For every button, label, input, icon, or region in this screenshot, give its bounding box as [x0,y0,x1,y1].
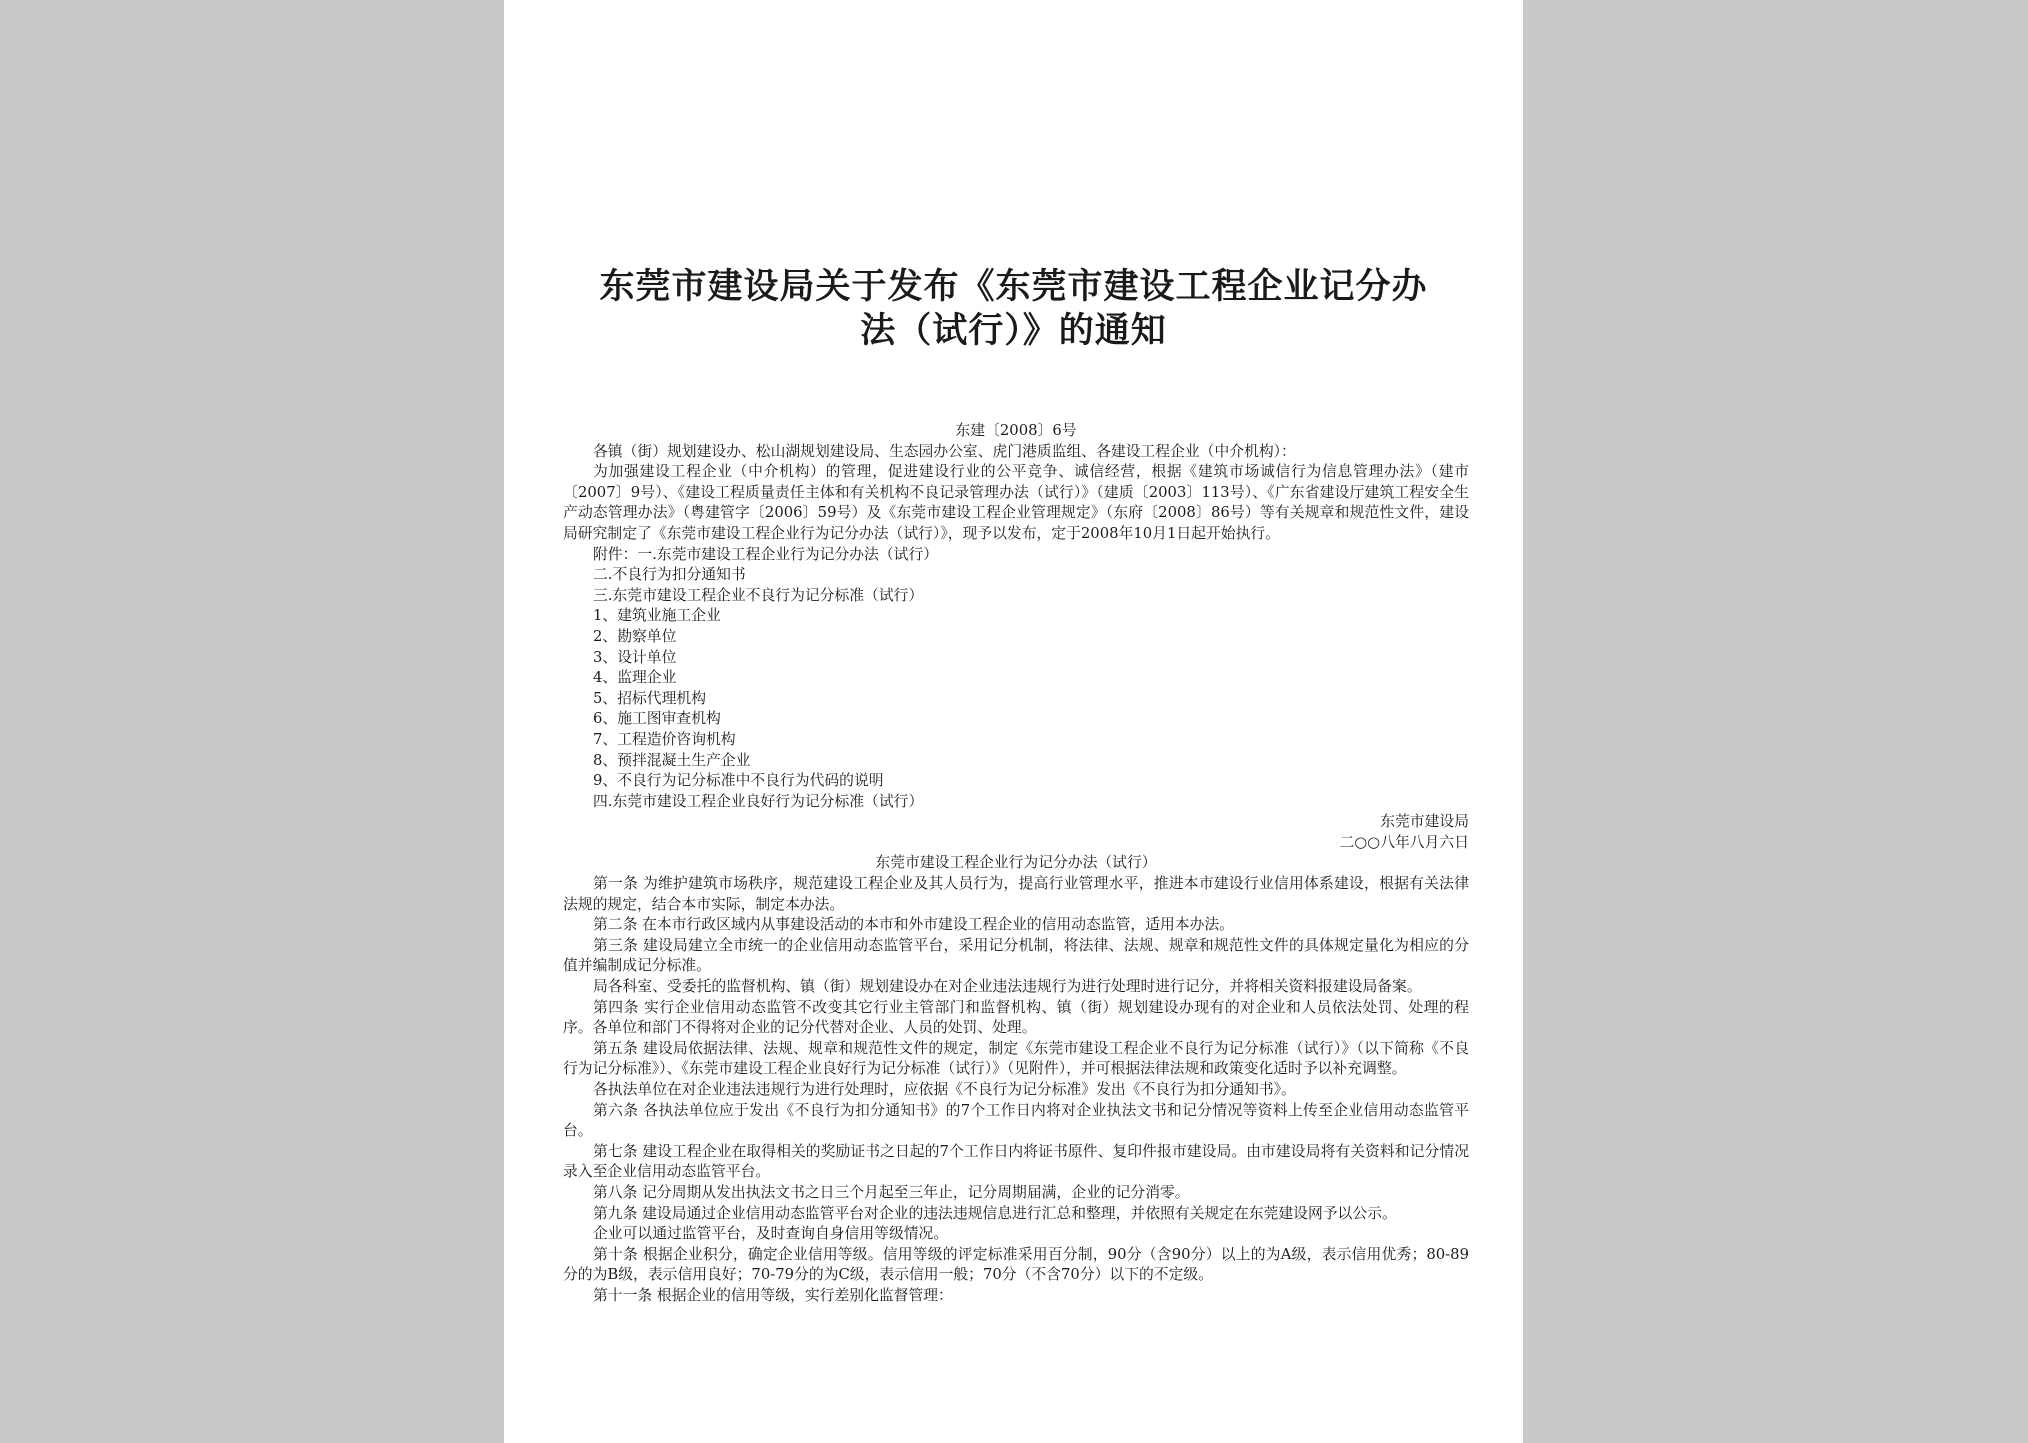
article-paragraph: 企业可以通过监管平台，及时查询自身信用等级情况。 [593,1225,949,1243]
article-paragraph: 第九条 建设局通过企业信用动态监管平台对企业的违法违规信息进行汇总和整理，并依照有关规定在东莞建设网予以公示。 [593,1204,1397,1222]
intro-paragraph: 为加强建设工程企业（中介机构）的管理，促进建设行业的公平竞争、诚信经营，根据《建筑市场诚信行为信息管理办法》（建市〔2007〕9号）、《建设工程质量责任主体和有关机构不良记录管理办法（试行）》（建质〔2003〕113号）、《广东省建设厅建筑工程安全生产动态管理办法》（粤建管字〔2006〕59号）及《东莞市建设工程企业管理规定》（东府〔2008〕86号）等有关规章和规范性文件，建设局研究制定了《东莞市建设工程企业行为记分办法（试行）》，现予以发布，定于2008年10月1日起开始执行。 [563,463,1469,542]
document-page [504,0,1523,1443]
article-paragraph: 各执法单位在对企业违法违规行为进行处理时，应依据《不良行为记分标准》发出《不良行为扣分通知书》。 [593,1081,1296,1098]
attachment-item: 2、勘察单位 [593,627,677,645]
document-body [563,421,1469,1307]
article-paragraph: 第五条 建设局依据法律、法规、规章和规范性文件的规定，制定《东莞市建设工程企业不良行为记分标准（试行）》（以下简称《不良行为记分标准》）、《东莞市建设工程企业良好行为记分标准（试行）》（见附件），并可根据法律法规和政策变化适时予以补充调整。 [563,1039,1469,1078]
article-paragraph: 第二条 在本市行政区域内从事建设活动的本市和外市建设工程企业的信用动态监管，适用本办法。 [593,916,1234,934]
article-paragraph: 第六条 各执法单位应于发出《不良行为扣分通知书》的7个工作日内将对企业执法文书和记分情况等资料上传至企业信用动态监管平台。 [563,1101,1469,1140]
attachment-item: 8、预拌混凝土生产企业 [593,751,751,769]
section-title: 东莞市建设工程企业行为记分办法（试行） [875,854,1157,872]
attachment-item: 四.东莞市建设工程企业良好行为记分标准（试行） [593,792,924,810]
attachment-item: 3、设计单位 [593,648,677,666]
attachment-item: 7、工程造价咨询机构 [593,730,736,748]
document-number: 东建〔2008〕6号 [955,422,1077,439]
article-paragraph: 第八条 记分周期从发出执法文书之日三个月起至三年止，记分周期届满，企业的记分消零。 [593,1183,1190,1201]
article-paragraph: 第三条 建设局建立全市统一的企业信用动态监管平台，采用记分机制，将法律、法规、规章和规范性文件的具体规定量化为相应的分值并编制成记分标准。 [563,936,1469,975]
document-title [544,265,1483,353]
article-paragraph: 第四条 实行企业信用动态监管不改变其它行业主管部门和监督机构、镇（街）规划建设办现有的对企业和人员依法处罚、处理的程序。各单位和部门不得将对企业的记分代替对企业、人员的处罚、处理。 [563,998,1469,1037]
title-line-2: 法（试行）》的通知 [860,310,1167,351]
article-paragraph: 第一条 为维护建筑市场秩序，规范建设工程企业及其人员行为，提高行业管理水平，推进本市建设行业信用体系建设，根据有关法律法规的规定，结合本市实际，制定本办法。 [563,875,1469,913]
article-paragraph: 局各科室、受委托的监督机构、镇（街）规划建设办在对企业违法违规行为进行处理时进行记分，并将相关资料报建设局备案。 [593,978,1422,996]
article-paragraph: 第十一条 根据企业的信用等级，实行差别化监督管理： [593,1286,953,1304]
attachment-item: 二.不良行为扣分通知书 [593,566,746,584]
attachment-item: 9、不良行为记分标准中不良行为代码的说明 [593,772,884,790]
signature: 东莞市建设局 [1380,813,1469,831]
attachment-item: 6、施工图审查机构 [593,710,721,728]
issue-date: 二○○八年八月六日 [1339,833,1469,851]
article-paragraph: 第十条 根据企业积分，确定企业信用等级。信用等级的评定标准采用百分制，90分（含90分）以上的为A级，表示信用优秀；80-89分的为B级，表示信用良好；70-79分的为C级，表示信用一般；70分（不含70分）以下的不定级。 [563,1245,1469,1284]
attachment-item: 1、建筑业施工企业 [593,607,721,625]
article-paragraph: 第七条 建设工程企业在取得相关的奖励证书之日起的7个工作日内将证书原件、复印件报市建设局。由市建设局将有关资料和记分情况录入至企业信用动态监管平台。 [563,1142,1469,1181]
attachment-item: 5、招标代理机构 [593,689,706,707]
addressee: 各镇（街）规划建设办、松山湖规划建设局、生态园办公室、虎门港质监组、各建设工程企业（中介机构）： [593,442,1296,460]
attachment-item: 附件：一.东莞市建设工程企业行为记分办法（试行） [593,545,939,563]
title-line-1: 东莞市建设局关于发布《东莞市建设工程企业记分办 [599,266,1428,307]
attachment-item: 4、监理企业 [593,669,677,687]
attachment-item: 三.东莞市建设工程企业不良行为记分标准（试行） [593,586,924,604]
